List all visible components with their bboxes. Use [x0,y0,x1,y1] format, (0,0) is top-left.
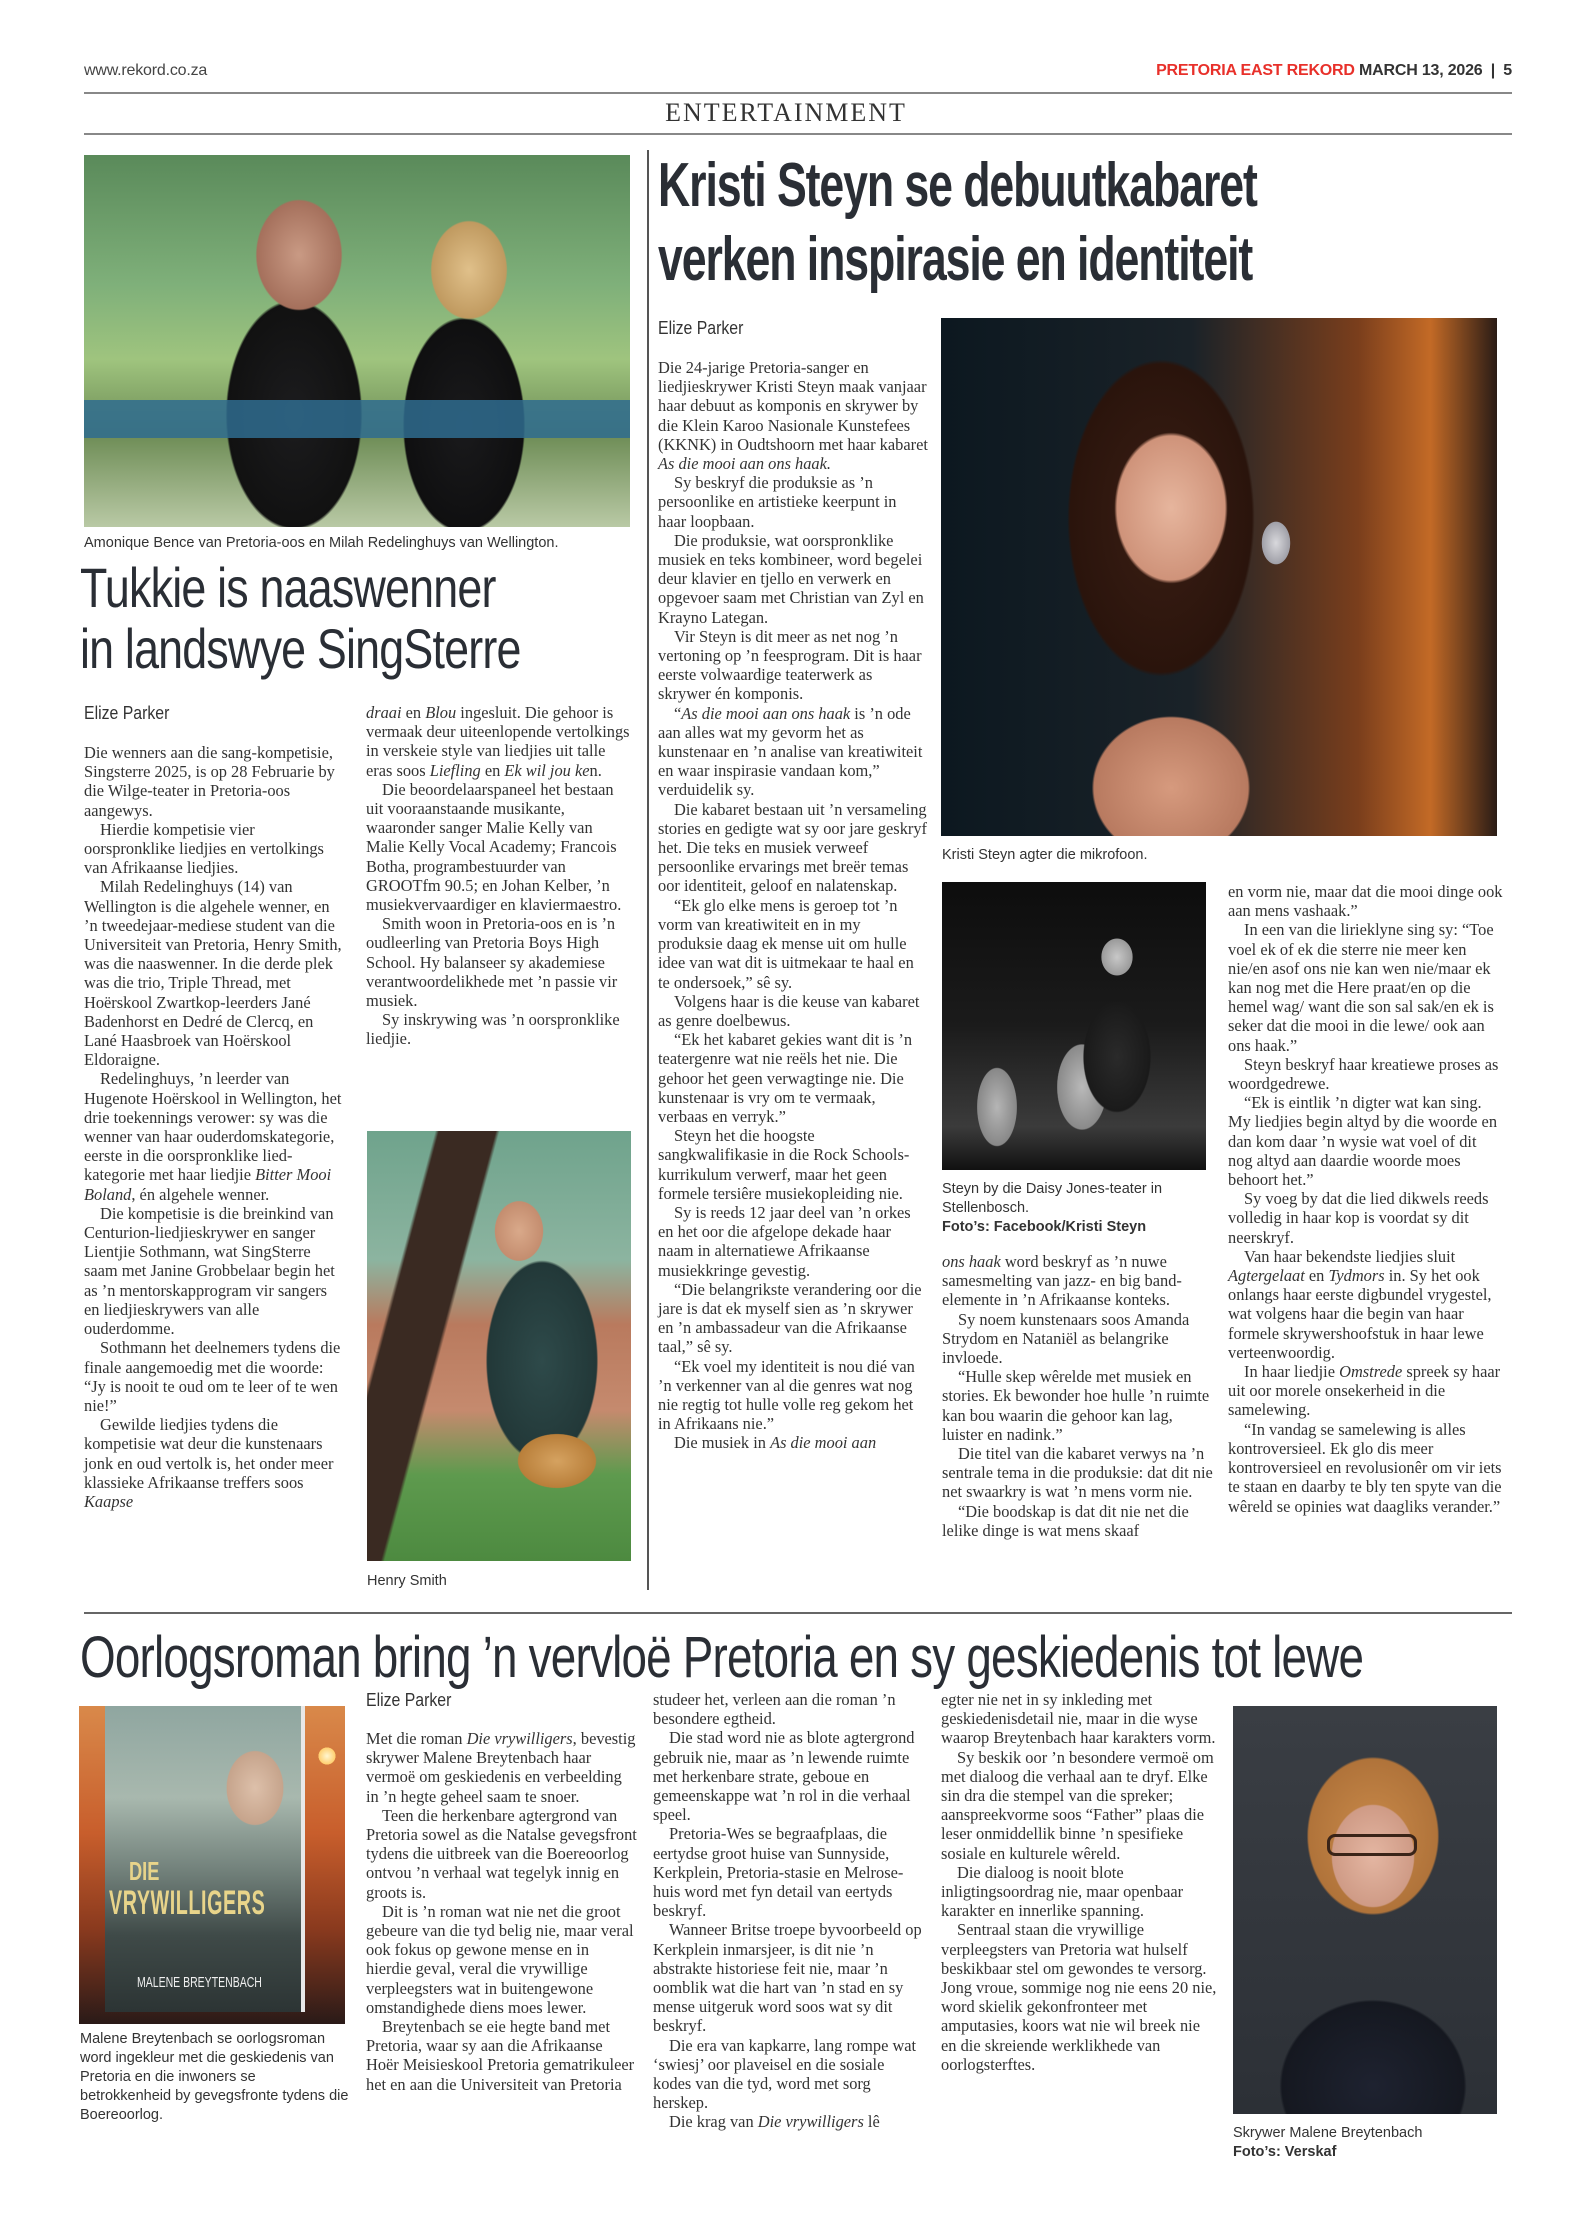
page-number: 5 [1503,62,1512,79]
byline-kristi: Elize Parker [658,318,744,338]
paragraph: Sy is reeds 12 jaar deel van ’n orkes en het oor die afgelope dekade haar naam in alternatiewe Afrikaanse musiekkringe gevestig. [658,1202,911,1280]
paragraph: Die kompetisie is die breinkind van Centurion-liedjieskrywer en sanger Lientjie Sothmann, wat SingSterre saam met Janine Grobbelaar begin het as ’n mentorskapprogram vir sangers en liedjieskrywers van alle ouderdomme. [84,1203,335,1339]
book-title-line1: DIE [129,1856,160,1886]
paragraph: studeer het, verleen aan die roman ’n besondere egtheid. [653,1690,896,1729]
photo-caption-author: Skrywer Malene Breytenbach Foto’s: Verskaf [1233,2124,1503,2162]
paragraph: Wanneer Britse troepe byvoorbeeld op Kerkplein inmarsjeer, is dit nie ’n abstrakte historiese feit nie, maar ’n oomblik wat die hart van ’n stad en sy mense uitgeruk word soos wat sy dit beskryf. [653,1920,922,2036]
paragraph: ons haak word beskryf as ’n nuwe samesmelting van jazz- en big band-elemente in ’n Afrikaanse konteks. [942,1252,1182,1310]
issue-date: MARCH 13, 2026 [1359,62,1483,79]
photo-amonique-milah [84,155,630,527]
photo-malene-breytenbach [1233,1706,1497,2114]
publication-name: PRETORIA EAST REKORD [1156,62,1355,79]
paragraph: Breytenbach se eie hegte band met Pretoria, waar sy aan die Afrikaanse Hoër Meisieskool Pretoria gematrikuleer het en aan die Universiteit van Pretoria [366,2017,635,2094]
paragraph: Vir Steyn is dit meer as net nog ’n vertoning op ’n feesprogram. Dit is haar eerste volwaardige teaterwerk as skrywer én komponis. [658,626,922,704]
article-oorlogsroman-col3 [941,1690,1217,2074]
section-title: ENTERTAINMENT [665,98,907,127]
photo-caption-henry-smith: Henry Smith [367,1573,447,1589]
paragraph: “As die mooi aan ons haak is ’n ode aan alles wat my gevorm het as kunstenaar en ’n analise van kreatiwiteit en waar inspirasie vandaan kom,” verduidelik sy. [658,703,923,800]
paragraph: Die krag van Die vrywilligers lê [669,2112,880,2132]
meta-separator: | [1490,62,1496,79]
article-singsterre-col2 [366,703,630,1049]
paragraph: “Die boodskap is dat dit nie net die lelike dinge is wat mens skaaf [942,1501,1189,1540]
headline-singsterre-line2: in landswye SingSterre [80,617,521,680]
song-title: Bitter Mooi Boland [84,1165,332,1204]
article-singsterre-col1 [84,743,346,1511]
paragraph: Pretoria-Wes se begraafplaas, die eertydse groot huise van Sunnyside, Kerkplein, Pretoria-stasie en Melrose-huis word met fyn detail van eertyds beskryf. [653,1824,904,1921]
paragraph: Die 24-jarige Pretoria-sanger en liedjieskrywer Kristi Steyn maak vanjaar haar debuut as komponis en skrywer by die Klein Karoo Nasionale Kunstefees (KKNK) in Oudtshoorn met haar kabaret As die mooi aan ons haak. [658,358,928,474]
paragraph: “Ek is eintlik ’n digter wat kan sing. My liedjies begin altyd by die woorde en dan kom daar ’n wysie wat voel of dit nog altyd aan daardie woorde moes behoort het.” [1228,1093,1498,1190]
paragraph: Sy beskryf die produksie as ’n persoonlike en artistieke keerpunt in haar loopbaan. [658,473,897,531]
paragraph: Steyn beskryf haar kreatiewe proses as woordgedrewe. [1228,1054,1499,1094]
photo-caption-daisy-jones: Steyn by die Daisy Jones-teater in Stellenbosch. Foto’s: Facebook/Kristi Steyn [942,1180,1206,1237]
bench [84,400,630,438]
paragraph: en vorm nie, maar dat die mooi dinge ook aan mens vashaak.” [1228,882,1503,921]
paragraph: Dit is ’n roman wat nie net die groot gebeure van die tyd belig nie, maar veral ook fokus op gewone mense en in hierdie geval, veral die vrywillige verpleegsters wat in buitengewone omstandighede diens moes lewer. [366,1901,634,2017]
paragraph: Die musiek in As die mooi aan [674,1433,877,1453]
byline-oorlogsroman: Elize Parker [366,1690,452,1710]
article-oorlogsroman-col1 [366,1729,638,2094]
headline-kristi-line2: verken inspirasie en identiteit [658,225,1253,294]
book-title: Die vrywilligers [466,1729,573,1748]
header-rule-top [84,92,1512,94]
song-title: Agtergelaat [1228,1266,1305,1286]
paragraph: Sothmann het deelnemers tydens die finale aangemoedig met die woorde: “Jy is nooit te oud om te leer of te wen nie!” [84,1338,341,1415]
paragraph: Redelinghuys, ’n leerder van Hugenote Hoërskool in Wellington, het drie toekennings verower: sy was die wenner van haar ouderdomskategorie, eerste in die oorspronklike lied-kategorie met haar liedjie Bitter Mooi Boland, én algehele wenner. [84,1069,342,1204]
article-oorlogsroman-col2 [653,1690,925,2132]
song-title: Omstrede [1339,1362,1403,1382]
paragraph: Die stad word nie as blote agtergrond gebruik nie, maar as ’n lewende ruimte met herkenbare strate, geboue en gemeenskappe wat ’n rol in die verhaal speel. [653,1728,915,1825]
book-title-line2: VRYWILLIGERS [109,1884,266,1922]
paragraph: In haar liedjie Omstrede spreek sy haar uit oor morele onsekerheid in die samelewing. [1228,1362,1501,1420]
paragraph: Gewilde liedjies tydens die kompetisie wat deur die kunstenaars jonk en oud vertolk is, het onder meer klassieke Afrikaanse treffers soos Kaapse [84,1415,334,1511]
paragraph: Sy inskrywing was ’n oorspronklike liedjie. [366,1010,620,1049]
paragraph: Sentraal staan die vrywillige verpleegsters van Pretoria wat hulself beskikbaar stel om gewondes te versorg. Jong vroue, sommige nog nie eens 20 nie, word skielik gekonfronteer met amputasies, koors wat nie wil breek nie en die skreiende werklikhede van oorlogsterftes. [941,1920,1217,2074]
paragraph: Die titel van die kabaret verwys na ’n sentrale tema in die produksie: dat dit nie net swaarkry is wat ’n mens vorm nie. [942,1444,1213,1502]
byline-singsterre: Elize Parker [84,703,170,723]
column-divider [647,150,649,1590]
headline-kristi-line1: Kristi Steyn se debuutkabaret [658,151,1257,220]
article-kristi-col1 [658,358,928,1453]
photo-henry-smith [367,1131,631,1561]
photo-caption-kristi-microphone: Kristi Steyn agter die mikrofoon. [942,847,1148,863]
paragraph: Sy beskik oor ’n besondere vermoë om met dialoog die verhaal aan te dryf. Elke sin dra die stempel van die spreker; aanspreekvorme soos “Father” plaas die leser onmiddellik binne ’n spesifieke sosiale en kulturele wêreld. [941,1747,1214,1863]
paragraph: Die era van kapkarre, lang rompe wat ‘swiesj’ oor plaveisel en die sosiale kodes van die tyd, word met sorg herskep. [653,2035,917,2113]
page-meta [1156,62,1512,80]
show-title: As die mooi aan ons haak. [658,454,831,474]
paragraph: Hierdie kompetisie vier oorspronklike liedjies en vertolkings van Afrikaanse liedjies. [84,819,324,878]
paragraph: “Ek het kabaret gekies want dit is ’n teatergenre wat nie reëls het nie. Die gehoor het geen verwagtinge nie. Die kunstenaar is vry om te vermaak, verbaas en verryk.” [658,1030,913,1126]
paragraph: “Ek glo elke mens is geroep tot ’n vorm van kreatiwiteit en in my produksie daag ek mense uit om hulle idee van wat dit is uitmekaar te haal en te ondersoek,” sê sy. [658,895,914,992]
paragraph: Die wenners aan die sang-kompetisie, Singsterre 2025, is op 28 Februarie by die Wilge-teater in Pretoria-oos aangewys. [84,743,335,820]
paragraph: draai en Blou ingesluit. Die gehoor is vermaak deur uiteenlopende vertolkings in verskeie style van liedjies uit talle eras soos Liefling en Ek wil jou ken. [366,703,630,780]
paragraph: Volgens haar is die keuse van kabaret as genre doelbewus. [658,991,920,1030]
paragraph: Smith woon in Pretoria-oos en is ’n oudleerling van Pretoria Boys High School. Hy balanseer sy akademiese verantwoordelikhede met ’n passie vir musiek. [366,914,618,1011]
photo-credit-kristi: Foto’s: Facebook/Kristi Steyn [942,1219,1147,1235]
glasses [1327,1834,1417,1856]
article-divider [84,1612,1512,1614]
book-title: Die vrywilligers [757,2112,864,2132]
paragraph: “Ek voel my identiteit is nou dié van ’n verkenner van al die genres wat nog nie regtig tot hulle volle reg gekom het in Afrikaans nie.” [658,1356,915,1434]
header-rule-bottom [84,133,1512,135]
photo-kristi-microphone [941,318,1497,836]
headline-oorlogsroman: Oorlogsroman bring ’n vervloë Pretoria en sy geskiedenis tot lewe [80,1625,1364,1690]
paragraph: Met die roman Die vrywilligers, bevestig skrywer Malene Breytenbach haar vermoë om geskiedenis en verbeelding in ’n hegte geheel saam te snoer. [366,1729,636,1806]
paragraph: Sy noem kunstenaars soos Amanda Strydom en Nataniël as belangrike invloede. [942,1309,1190,1368]
paragraph: Die dialoog is nooit blote inligtingsoordrag nie, maar openbaar karakter en innerlike spanning. [941,1862,1184,1921]
paragraph: Milah Redelinghuys (14) van Wellington is die algehele wenner, en ’n tweedejaar-mediese student van die Universiteit van Pretoria, Henry Smith, was die naaswenner. In die derde plek was die trio, Triple Thread, met Hoërskool Zwartkop-leerders Jané Badenhorst en Dedré de Clercq, en Lané Haasbroek van Hoërskool Eldoraigne. [84,877,342,1070]
paragraph: “Hulle skep wêrelde met musiek en stories. Ek bewonder hoe hulle ’n ruimte kan bou waarin die gehoor kan lag, luister en nadink.” [942,1367,1210,1444]
paragraph: “Die belangrikste verandering oor die jare is dat ek myself sien as ’n skrywer en ’n ambassadeur van die Afrikaanse taal,” sê sy. [658,1279,922,1357]
book-cover-die-vrywilligers [79,1706,345,2024]
paragraph: Sy voeg by dat die lied dikwels reeds volledig in haar kop is voordat sy dit neerskryf. [1228,1189,1489,1247]
song-title: Kaapse [84,1491,134,1511]
photo-credit-verskaf: Foto’s: Verskaf [1233,2144,1337,2160]
paragraph: Die kabaret bestaan uit ’n versameling stories en gedigte wat sy oor jare geskryf het. Die teks en musiek verweef persoonlike ervarings met breër temas oor identiteit, geloof en nalatenskap. [658,799,927,896]
photo-kristi-daisy-jones [942,882,1206,1170]
paragraph: Steyn het die hoogste sangkwalifikasie in die Rock Schools-kurrikulum verwerf, maar het geen formele tersiêre musiekopleiding nie. [658,1126,910,1203]
paragraph: Die beoordelaarspaneel het bestaan uit vooraanstaande musikante, waaronder sanger Malie Kelly van Malie Kelly Vocal Academy; Francois Botha, programbestuurder van GROOTfm 90.5; en Johan Kelber, ’n musiekvervaardiger en klaviermaestro. [366,779,622,915]
article-kristi-col3 [1228,882,1504,1516]
photo-caption-amonique-milah: Amonique Bence van Pretoria-oos en Milah Redelinghuys van Wellington. [84,535,559,551]
song-title: Tydmors [1328,1266,1385,1286]
site-url[interactable]: www.rekord.co.za [84,62,208,79]
paragraph: Teen die herkenbare agtergrond van Pretoria sowel as die Natalse gevegsfront tydens die uitbreek van die Boereoorlog ontvou ’n verhaal wat tegelyk innig en groots is. [366,1805,637,1902]
paragraph: Die produksie, wat oorspronklike musiek en teks kombineer, word begelei deur klavier en tjello en verwerk en opgevoer saam met Christian van Zyl en Krayno Lategan. [658,530,924,627]
paragraph: In een van die lirieklyne sing sy: “Toe voel ek of ek die sterre nie meer ken nie/en asof ons nie kan wen nie/maar ek kan nog met die Here praat/en op die hemel wag/ want die son sal sak/en ek is seker dat die mooi in die lewe/ ook aan ons haak.” [1228,920,1494,1055]
paragraph: “In vandag se samelewing is alles kontroversieel. Ek glo dis meer kontroversieel en revolusionêr om vir iets te staan en daarby te bly ten spyte van die wêreld se opinies wat daagliks verander.” [1228,1419,1502,1516]
paragraph: Van haar bekendste liedjies sluit Agtergelaat en Tydmors in. Sy het ook onlangs haar eerste digbundel vrygestel, wat volgens haar die begin van haar formele skrywershoofstuk in haar lewe verteenwoordig. [1228,1246,1492,1362]
book-body [105,1706,301,2012]
article-kristi-col2 [942,1252,1214,1540]
book-author: MALENE BREYTENBACH [137,1974,262,1991]
headline-singsterre-line1: Tukkie is naaswenner [80,556,496,619]
photo-caption-book: Malene Breytenbach se oorlogsroman word ingekleur met die geskiedenis van Pretoria en die inwoners se betrokkenheid by gevegsfronte tydens die Boereoorlog. [80,2031,349,2123]
paragraph: egter nie net in sy inkleding met geskiedenisdetail nie, maar in die wyse waarop Breytenbach haar karakters vorm. [941,1690,1216,1748]
